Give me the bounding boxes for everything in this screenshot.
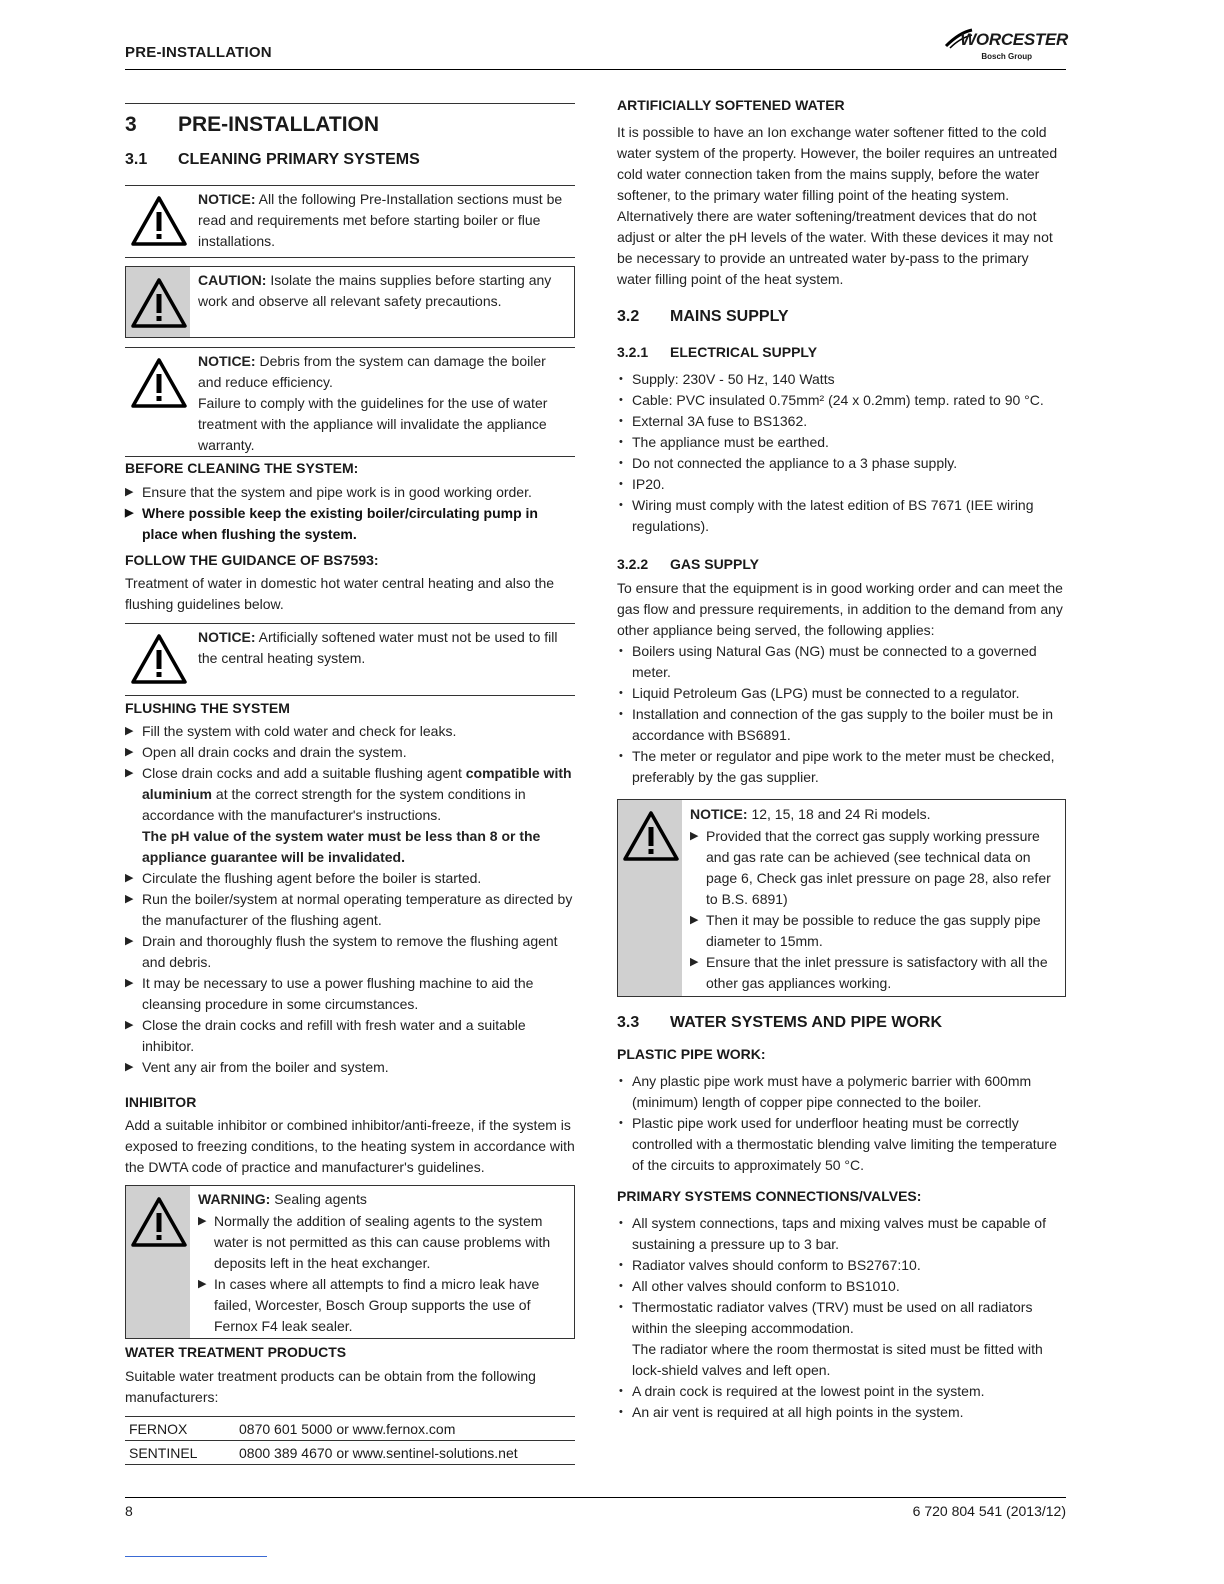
softened-water-heading: ARTIFICIALLY SOFTENED WATER: [617, 97, 845, 113]
warning-text: [198, 1189, 568, 1210]
notice-label: NOTICE:: [198, 629, 256, 645]
table-cell-name: FERNOX: [125, 1417, 235, 1441]
list-item: ▶ Then it may be possible to reduce the gas supply pipe diameter to 15mm.: [690, 910, 1055, 952]
list-item: • A drain cock is required at the lowest point in the system.: [617, 1381, 1066, 1402]
list-item: • Any plastic pipe work must have a polymeric barrier with 600mm (minimum) length of copper pipe connected to the boiler.: [617, 1071, 1066, 1113]
section-3-1-title: CLEANING PRIMARY SYSTEMS: [178, 151, 420, 168]
before-cleaning-list: [125, 482, 575, 545]
page-number: 8: [125, 1503, 133, 1519]
table-cell-contact: 0870 601 5000 or www.fernox.com: [235, 1417, 575, 1441]
chapter-number: 3: [125, 113, 137, 136]
section-3-3-title: WATER SYSTEMS AND PIPE WORK: [670, 1014, 943, 1031]
table-row: [125, 1417, 575, 1441]
document-number: 6 720 804 541 (2013/12): [912, 1503, 1066, 1519]
list-item: ▶ Where possible keep the existing boiler/circulating pump in place when flushing the system.: [125, 503, 575, 545]
chapter-title: PRE-INSTALLATION: [178, 113, 380, 136]
list-item: ▶ Close the drain cocks and refill with fresh water and a suitable inhibitor.: [125, 1015, 575, 1057]
inhibitor-heading: INHIBITOR: [125, 1094, 197, 1110]
list-item: ▶ It may be necessary to use a power flushing machine to aid the cleansing procedure in some circumstances.: [125, 973, 575, 1015]
gas-notice-list: [690, 826, 1055, 994]
list-item: • Liquid Petroleum Gas (LPG) must be connected to a regulator.: [617, 683, 1066, 704]
list-item: • Radiator valves should conform to BS2767:10.: [617, 1255, 1066, 1276]
list-item: ▶ Fill the system with cold water and check for leaks.: [125, 721, 575, 742]
list-item: • External 3A fuse to BS1362.: [617, 411, 1066, 432]
notice3-text: [198, 627, 568, 669]
list-item: • The appliance must be earthed.: [617, 432, 1066, 453]
guidance-text: Treatment of water in domestic hot water central heating and also the flushing guidelines below.: [125, 575, 555, 612]
warning-label: WARNING:: [198, 1191, 271, 1207]
list-item: ▶ In cases where all attempts to find a micro leak have failed, Worcester, Bosch Group supports the use of Fernox F4 leak sealer.: [198, 1274, 568, 1337]
caution-label: CAUTION:: [198, 272, 267, 288]
warning-triangle-icon: [130, 633, 188, 685]
before-cleaning-heading: BEFORE CLEANING THE SYSTEM:: [125, 460, 359, 476]
list-item: • The meter or regulator and pipe work to the meter must be checked, preferably by the gas supplier.: [617, 746, 1066, 788]
list-item: • IP20.: [617, 474, 1066, 495]
notice-label: NOTICE:: [690, 806, 748, 822]
warning-list: [198, 1211, 568, 1337]
list-item: ▶ Provided that the correct gas supply working pressure and gas rate can be achieved (see technical data on page 6, Check gas inlet pressure on page 28, also refer to B.S. 6891): [690, 826, 1055, 910]
notice-label: NOTICE:: [198, 353, 256, 369]
link-underline: [125, 1556, 267, 1557]
table-row: [125, 1441, 575, 1465]
list-item: [125, 763, 575, 868]
notice2-text: [198, 351, 568, 456]
text-run-bold: The pH value of the system water must be less than 8 or the appliance guarantee will be invalidated.: [142, 828, 541, 865]
text-run: Thermostatic radiator valves (TRV) must be used on all radiators within the sleeping accommodation.: [632, 1299, 1033, 1336]
electrical-list: [617, 369, 1066, 537]
list-item: ▶ Circulate the flushing agent before the boiler is started.: [125, 868, 575, 889]
notice-body-2: Failure to comply with the guidelines for the use of water treatment with the appliance will invalidate the appliance warranty.: [198, 395, 548, 453]
notice-body: Debris from the system can damage the boiler and reduce efficiency.: [198, 353, 546, 390]
list-item: • Plastic pipe work used for underfloor heating must be correctly controlled with a thermostatic blending valve limiting the temperature of the circuits to approximately 50 °C.: [617, 1113, 1066, 1176]
water-treatment-heading: WATER TREATMENT PRODUCTS: [125, 1344, 347, 1360]
warning-box: [125, 1185, 575, 1339]
notice2-bottom-rule: [125, 456, 575, 457]
gas-notice-box: [617, 799, 1066, 997]
text-run: Close drain cocks and add a suitable flushing agent: [142, 765, 466, 781]
flushing-list: [125, 721, 575, 1078]
list-item: • Boilers using Natural Gas (NG) must be connected to a governed meter.: [617, 641, 1066, 683]
warning-body: Sealing agents: [270, 1191, 367, 1207]
section-3-2-number: 3.2: [617, 308, 640, 325]
section-3-1-number: 3.1: [125, 151, 148, 168]
caution-body: Isolate the mains supplies before starting any work and observe all relevant safety precautions.: [198, 272, 552, 309]
plastic-pipe-heading: PLASTIC PIPE WORK:: [617, 1046, 766, 1062]
primary-systems-list: [617, 1213, 1066, 1423]
guidance-heading: FOLLOW THE GUIDANCE OF BS7593:: [125, 552, 379, 568]
chapter-rule: [125, 103, 575, 104]
text-run-bold: compatible with aluminium: [142, 765, 572, 802]
caution-text: [198, 270, 568, 312]
warning-triangle-icon: [130, 195, 188, 247]
gas-list: [617, 641, 1066, 788]
list-item: ▶ Drain and thoroughly flush the system to remove the flushing agent and debris.: [125, 931, 575, 973]
warning-triangle-icon: [130, 277, 188, 329]
warning-triangle-icon: [622, 810, 680, 862]
list-item: • Supply: 230V - 50 Hz, 140 Watts: [617, 369, 1066, 390]
notice1-text: [198, 189, 568, 252]
text-run: at the correct strength for the system conditions in accordance with the manufacturer's instructions.: [142, 786, 526, 823]
flushing-heading: FLUSHING THE SYSTEM: [125, 700, 290, 716]
logo-wordmark: WORCESTER: [960, 30, 1068, 49]
inhibitor-text: Add a suitable inhibitor or combined inhibitor/anti-freeze, if the system is exposed to freezing conditions, to the heating system in accordance with the DWTA code of practice and manufacturer's guidelines.: [125, 1117, 575, 1175]
footer-rule: [125, 1497, 1066, 1498]
warning-triangle-icon: [130, 357, 188, 409]
primary-systems-heading: PRIMARY SYSTEMS CONNECTIONS/VALVES:: [617, 1188, 922, 1204]
list-item: • All other valves should conform to BS1010.: [617, 1276, 1066, 1297]
notice1-bottom-rule: [125, 257, 575, 258]
gas-notice-text: [690, 804, 1060, 825]
caution-box: [125, 266, 575, 338]
plastic-pipe-list: [617, 1071, 1066, 1176]
list-item: • An air vent is required at all high points in the system.: [617, 1402, 1066, 1423]
table-cell-contact: 0800 389 4670 or www.sentinel-solutions.net: [235, 1441, 575, 1465]
notice3-top-rule: [125, 623, 575, 624]
table-cell-name: SENTINEL: [125, 1441, 235, 1465]
list-item: ▶ Vent any air from the boiler and system.: [125, 1057, 575, 1078]
worcester-logo: [944, 28, 1068, 64]
notice-body: All the following Pre-Installation sections must be read and requirements met before starting boiler or flue installations.: [198, 191, 563, 249]
list-item: • Cable: PVC insulated 0.75mm² (24 x 0.2mm) temp. rated to 90 °C.: [617, 390, 1066, 411]
section-3-2-2-title: GAS SUPPLY: [670, 556, 759, 572]
list-item: ▶ Ensure that the system and pipe work is in good working order.: [125, 482, 575, 503]
notice2-top-rule: [125, 347, 575, 348]
section-3-3-number: 3.3: [617, 1014, 640, 1031]
notice1-top-rule: [125, 185, 575, 186]
list-item: • Wiring must comply with the latest edition of BS 7671 (IEE wiring regulations).: [617, 495, 1066, 537]
notice-body: Artificially softened water must not be used to fill the central heating system.: [198, 629, 558, 666]
notice-label: NOTICE:: [198, 191, 256, 207]
section-3-2-1-number: 3.2.1: [617, 344, 649, 360]
logo-subtitle: Bosch Group: [981, 52, 1032, 61]
section-3-2-title: MAINS SUPPLY: [670, 308, 789, 325]
manufacturer-table: [125, 1416, 575, 1465]
water-treatment-text: Suitable water treatment products can be obtain from the following manufacturers:: [125, 1368, 536, 1405]
text-run: The radiator where the room thermostat is sited must be fitted with lock-shield valves and left open.: [632, 1341, 1043, 1378]
list-item: ▶ Normally the addition of sealing agents to the system water is not permitted as this can cause problems with deposits left in the heat exchanger.: [198, 1211, 568, 1274]
list-item: • Installation and connection of the gas supply to the boiler must be in accordance with BS6891.: [617, 704, 1066, 746]
section-3-2-1-title: ELECTRICAL SUPPLY: [670, 344, 818, 360]
list-item: • All system connections, taps and mixing valves must be capable of sustaining a pressure up to 3 bar.: [617, 1213, 1066, 1255]
section-3-2-2-number: 3.2.2: [617, 556, 649, 572]
softened-water-text: It is possible to have an Ion exchange water softener fitted to the cold water system of the property. However, the boiler requires an untreated cold water connection taken from the mains supply, before the water softener, to the primary water filling point of the heating system. Alternatively there are water softening/treatment devices that do not adjust or alter the pH levels of the water. With these devices it may not be necessary to provide an untreated water by-pass to the primary water filling point of the heat system.: [617, 124, 1058, 287]
notice3-bottom-rule: [125, 695, 575, 696]
warning-triangle-icon: [130, 1196, 188, 1248]
list-item: ▶ Open all drain cocks and drain the system.: [125, 742, 575, 763]
notice-body: 12, 15, 18 and 24 Ri models.: [747, 806, 931, 822]
running-header-title: PRE-INSTALLATION: [125, 44, 272, 61]
list-item: ▶ Ensure that the inlet pressure is satisfactory with all the other gas appliances working.: [690, 952, 1055, 994]
header-rule: [125, 69, 1066, 70]
list-item: ▶ Run the boiler/system at normal operating temperature as directed by the manufacturer of the flushing agent.: [125, 889, 575, 931]
gas-supply-text: To ensure that the equipment is in good working order and can meet the gas flow and pressure requirements, in addition to the demand from any other appliance being served, the following applies:: [617, 580, 1063, 638]
list-item: • Do not connected the appliance to a 3 phase supply.: [617, 453, 1066, 474]
list-item: [617, 1297, 1066, 1381]
